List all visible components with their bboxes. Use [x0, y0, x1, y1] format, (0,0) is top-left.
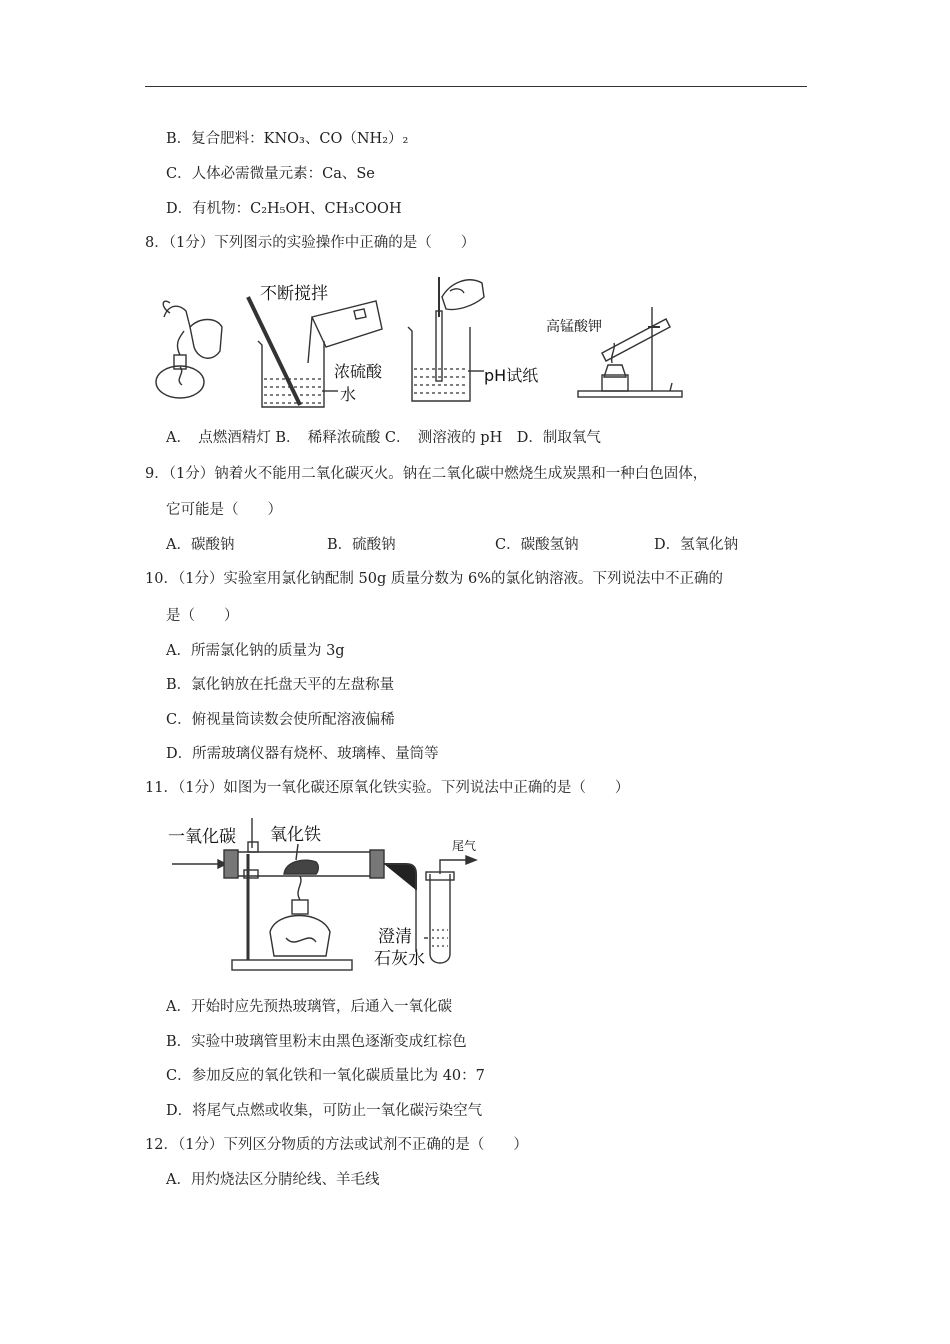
q10-option-a: A．所需氯化钠的质量为 3g [166, 643, 345, 659]
fe2o3-label: 氧化铁 [270, 825, 321, 845]
q9-option-c: C．碳酸氢钠 [495, 537, 579, 553]
q11-figure [166, 814, 496, 976]
question-9-cont: 它可能是（ ） [166, 502, 282, 518]
alcohol-lamp-illustration [156, 301, 222, 398]
q10-option-c: C．俯视量筒读数会使所配溶液偏稀 [166, 712, 395, 728]
q12-option-a: A．用灼烧法区分腈纶线、羊毛线 [166, 1172, 380, 1188]
q7-option-d: D．有机物：C₂H₅OH、CH₃COOH [166, 201, 402, 217]
q8-figure [150, 267, 690, 415]
header-rule [145, 86, 807, 87]
q11-option-d: D．将尾气点燃或收集，可防止一氧化碳污染空气 [166, 1103, 483, 1119]
q10-option-d: D．所需玻璃仪器有烧杯、玻璃棒、量筒等 [166, 746, 439, 762]
q9-option-d: D．氢氧化钠 [654, 537, 739, 553]
co-label: 一氧化碳 [168, 827, 236, 847]
q11-option-a: A．开始时应先预热玻璃管，后通入一氧化碳 [166, 999, 452, 1015]
kmno4-label: 高锰酸钾 [546, 319, 602, 335]
q8-options: A． 点燃酒精灯 B． 稀释浓硫酸 C． 测溶液的 pH D．制取氧气 [166, 430, 601, 446]
conc-acid-label: 浓硫酸 [334, 362, 383, 381]
q9-option-b: B．硫酸钠 [327, 537, 396, 553]
stir-label: 不断搅拌 [260, 284, 328, 304]
question-10-cont: 是（ ） [166, 608, 239, 624]
ph-paper-label: pH试纸 [484, 366, 539, 385]
q9-option-a: A．碳酸钠 [166, 537, 235, 553]
q7-option-b: B．复合肥料：KNO₃、CO（NH₂）₂ [166, 131, 409, 147]
water-label: 水 [340, 385, 357, 404]
ph-test-illustration [408, 277, 484, 401]
q11-option-c: C．参加反应的氧化铁和一氧化碳质量比为 40：7 [166, 1068, 485, 1084]
limewater-label-1: 澄清 [378, 927, 412, 947]
question-12: 12．（1分）下列区分物质的方法或试剂不正确的是（ ） [145, 1137, 528, 1153]
question-10: 10．（1分）实验室用氯化钠配制 50g 质量分数为 6%的氯化钠溶液。下列说法中不正确的 [145, 571, 723, 587]
q7-option-c: C．人体必需微量元素：Ca、Se [166, 166, 375, 182]
question-8: 8．（1分）下列图示的实验操作中正确的是（ ） [145, 235, 476, 251]
tail-gas-label: 尾气 [452, 839, 477, 853]
question-11: 11．（1分）如图为一氧化碳还原氧化铁实验。下列说法中正确的是（ ） [145, 780, 630, 796]
question-9: 9．（1分）钠着火不能用二氧化碳灭火。钠在二氧化碳中燃烧生成炭黑和一种白色固体， [145, 466, 708, 482]
q11-option-b: B．实验中玻璃管里粉末由黑色逐渐变成红棕色 [166, 1034, 467, 1050]
limewater-label-2: 石灰水 [374, 949, 425, 969]
q10-option-b: B．氯化钠放在托盘天平的左盘称量 [166, 677, 395, 693]
dilute-acid-illustration [248, 297, 382, 407]
